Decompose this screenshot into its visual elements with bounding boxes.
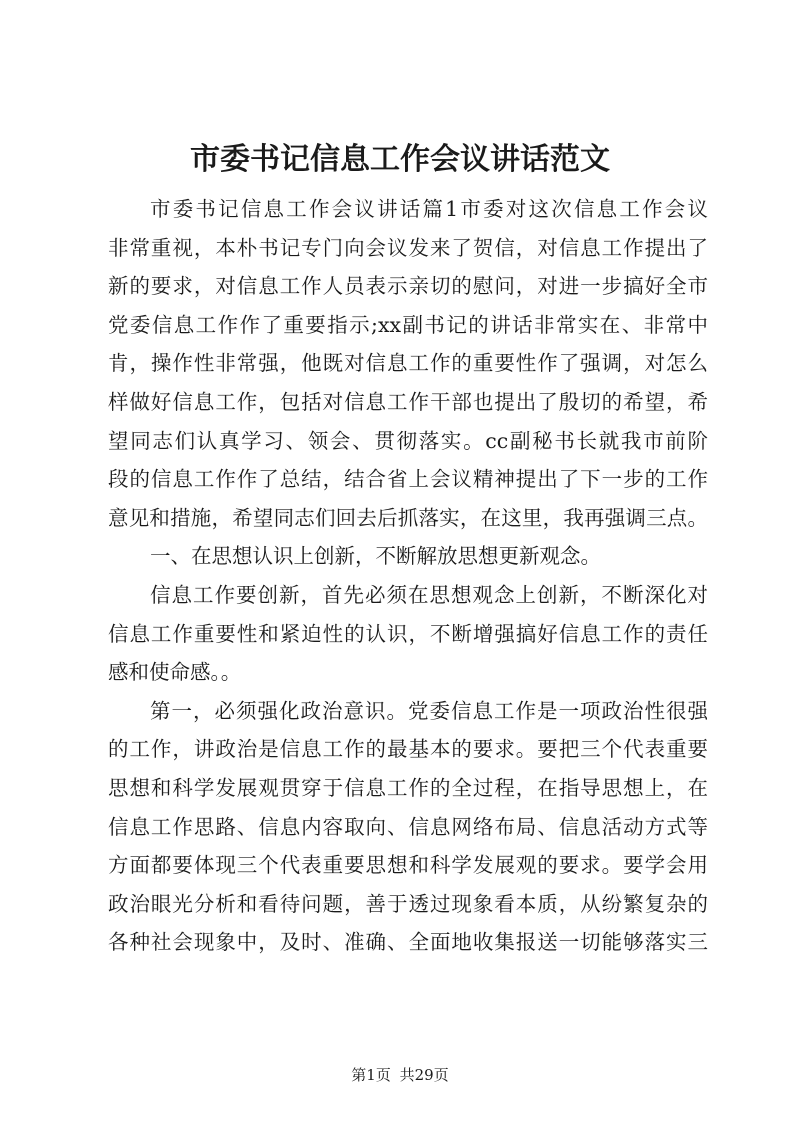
paragraph-line: 信息工作重要性和紧迫性的认识，不断增强搞好信息工作的责任 xyxy=(108,621,708,646)
paragraph-line: 的工作，讲政治是信息工作的最基本的要求。要把三个代表重要 xyxy=(108,737,708,762)
paragraph-line: 肯，操作性非常强，他既对信息工作的重要性作了强调，对怎么 xyxy=(108,351,708,376)
paragraph-line: 信息工作要创新，首先必须在思想观念上创新，不断深化对 xyxy=(150,582,708,607)
page-footer xyxy=(0,1064,800,1086)
paragraph-line: 感和使命感。。 xyxy=(108,660,242,685)
paragraph-line: 新的要求，对信息工作人员表示亲切的慰问，对进一步搞好全市 xyxy=(108,274,708,299)
paragraph-line: 政治眼光分析和看待问题，善于透过现象看本质，从纷繁复杂的 xyxy=(108,891,708,916)
section-heading-line: 一、在思想认识上创新，不断解放思想更新观念。 xyxy=(150,544,601,569)
paragraph-line: 意见和措施，希望同志们回去后抓落实，在这里，我再强调三点。 xyxy=(108,505,708,530)
paragraph-line: 思想和科学发展观贯穿于信息工作的全过程，在指导思想上，在 xyxy=(108,775,708,800)
paragraph-line: 党委信息工作作了重要指示;xx副书记的讲话非常实在、非常中 xyxy=(108,312,708,337)
page-total: 共29页 xyxy=(399,1066,449,1084)
document-title: 市委书记信息工作会议讲话范文 xyxy=(190,142,610,177)
page-number: 第1页 xyxy=(351,1066,391,1084)
document-body xyxy=(108,190,708,962)
paragraph-line: 市委书记信息工作会议讲话篇1市委对这次信息工作会议 xyxy=(150,197,708,221)
paragraph-line: 段的信息工作作了总结，结合省上会议精神提出了下一步的工作 xyxy=(108,467,708,492)
paragraph-line: 信息工作思路、信息内容取向、信息网络布局、信息活动方式等 xyxy=(108,814,708,839)
paragraph-line: 各种社会现象中，及时、准确、全面地收集报送一切能够落实三 xyxy=(108,930,708,955)
paragraph-line: 方面都要体现三个代表重要思想和科学发展观的要求。要学会用 xyxy=(108,853,708,878)
paragraph-line: 望同志们认真学习、领会、贯彻落实。cc副秘书长就我市前阶 xyxy=(108,428,708,453)
paragraph-line: 非常重视，本朴书记专门向会议发来了贺信，对信息工作提出了 xyxy=(108,235,708,260)
paragraph-line: 样做好信息工作，包括对信息工作干部也提出了殷切的希望，希 xyxy=(108,389,708,414)
paragraph-line: 第一，必须强化政治意识。党委信息工作是一项政治性很强 xyxy=(150,698,708,723)
